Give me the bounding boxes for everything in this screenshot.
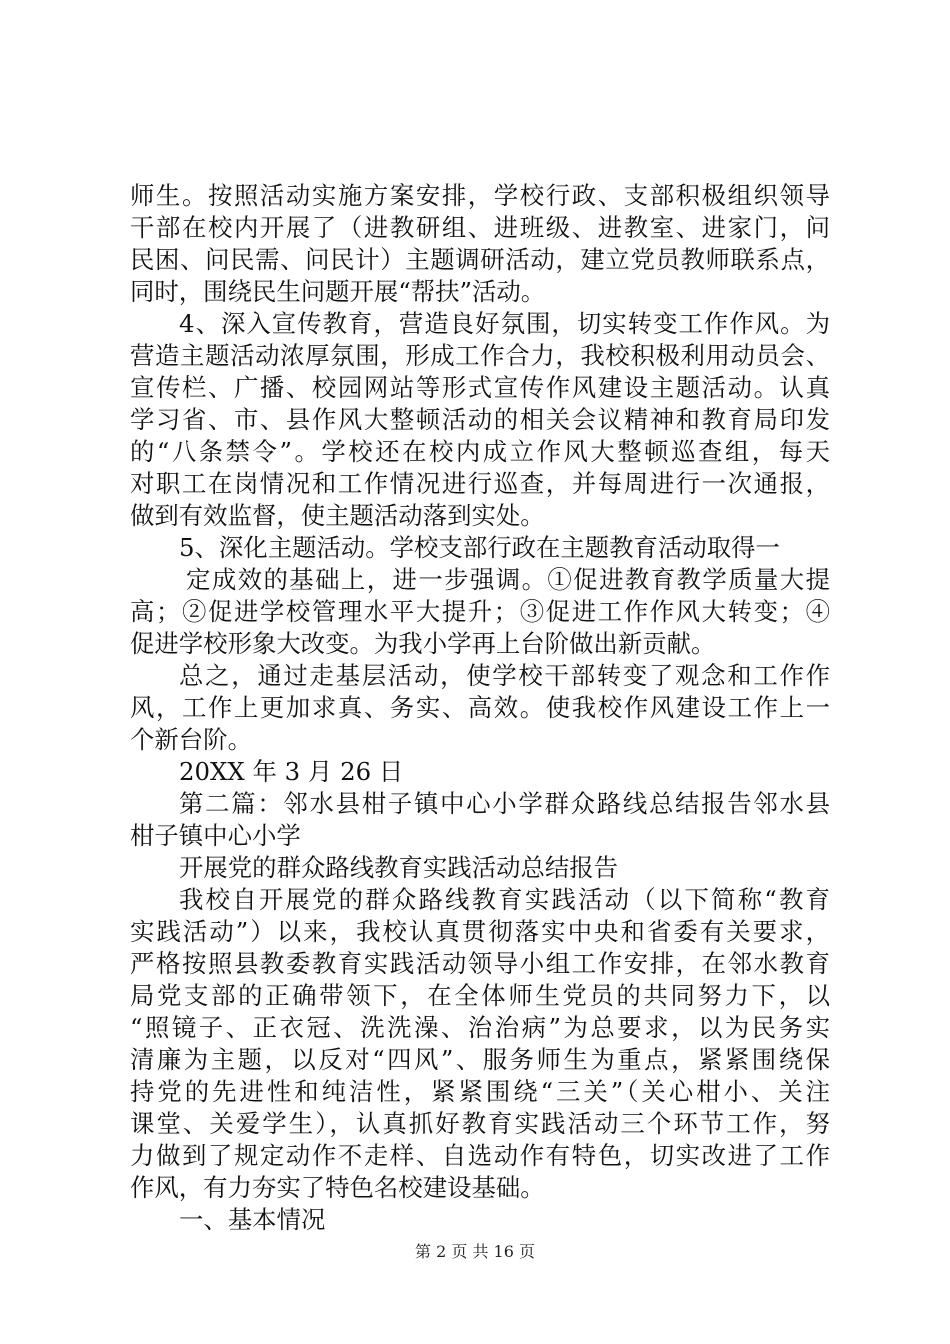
paragraph-line: 课堂、关爱学生），认真抓好教育实践活动三个环节工作，努 <box>130 1109 830 1138</box>
paragraph-line: 个新台阶。 <box>130 725 252 754</box>
paragraph-line: 作风，有力夯实了特色名校建设基础。 <box>130 1173 545 1202</box>
paragraph-line: 的“八条禁令”。学校还在校内成立作风大整顿巡查组，每天 <box>130 437 830 466</box>
paragraph-line: 定成效的基础上，进一步强调。①促进教育教学质量大提 <box>186 565 830 594</box>
paragraph-line: 同时，围绕民生问题开展“帮扶”活动。 <box>130 277 546 306</box>
paragraph-line: 干部在校内开展了（进教研组、进班级、进教室、进家门，问 <box>130 213 830 242</box>
paragraph-line: 学习省、市、县作风大整顿活动的相关会议精神和教育局印发 <box>130 405 830 434</box>
paragraph-line: 5、深化主题活动。学校支部行政在主题教育活动取得一 <box>179 533 780 562</box>
paragraph-line: 严格按照县教委教育实践活动领导小组工作安排，在邻水教育 <box>130 949 830 978</box>
paragraph-line: 清廉为主题，以反对“四风”、服务师生为重点，紧紧围绕保 <box>130 1045 830 1074</box>
paragraph-line: 4、深入宣传教育，营造良好氛围，切实转变工作作风。为 <box>179 309 830 338</box>
paragraph-line: 高；②促进学校管理水平大提升；③促进工作作风大转变；④ <box>130 597 830 626</box>
date-line: 20XX 年 3 月 26 日 <box>179 757 404 786</box>
report-title: 开展党的群众路线教育实践活动总结报告 <box>179 853 619 882</box>
paragraph-line: 对职工在岗情况和工作情况进行巡查，并每周进行一次通报， <box>130 469 830 498</box>
paragraph-line: 力做到了规定动作不走样、自选动作有特色，切实改进了工作 <box>130 1141 830 1170</box>
paragraph-line: 持党的先进性和纯洁性，紧紧围绕“三关”（关心柑小、关注 <box>130 1077 830 1106</box>
paragraph-line: 营造主题活动浓厚氛围，形成工作合力，我校积极利用动员会、 <box>130 341 830 370</box>
paragraph-line: 师生。按照活动实施方案安排，学校行政、支部积极组织领导 <box>130 181 830 210</box>
subsection-heading: 一、基本情况 <box>179 1205 326 1234</box>
paragraph-line: 民困、问民需、问民计）主题调研活动，建立党员教师联系点， <box>130 245 830 274</box>
paragraph-line: 促进学校形象大改变。为我小学再上台阶做出新贡献。 <box>130 629 716 658</box>
paragraph-line: 做到有效监督，使主题活动落到实处。 <box>130 501 545 530</box>
paragraph-line: 宣传栏、广播、校园网站等形式宣传作风建设主题活动。认真 <box>130 373 830 402</box>
section-heading: 第二篇：邻水县柑子镇中心小学群众路线总结报告邻水县 <box>179 789 830 818</box>
paragraph-line: 总之，通过走基层活动，使学校干部转变了观念和工作作 <box>179 661 830 690</box>
page-footer: 第 2 页 共 16 页 <box>415 1242 535 1261</box>
paragraph-line: 我校自开展党的群众路线教育实践活动（以下简称“教育 <box>179 885 830 914</box>
paragraph-line: 实践活动”）以来，我校认真贯彻落实中央和省委有关要求， <box>130 917 830 946</box>
paragraph-line: 局党支部的正确带领下，在全体师生党员的共同努力下，以 <box>130 981 830 1010</box>
paragraph-line: 风，工作上更加求真、务实、高效。使我校作风建设工作上一 <box>130 693 830 722</box>
paragraph-line: “照镜子、正衣冠、洗洗澡、治治病”为总要求，以为民务实 <box>130 1013 830 1042</box>
section-heading: 柑子镇中心小学 <box>130 821 301 850</box>
